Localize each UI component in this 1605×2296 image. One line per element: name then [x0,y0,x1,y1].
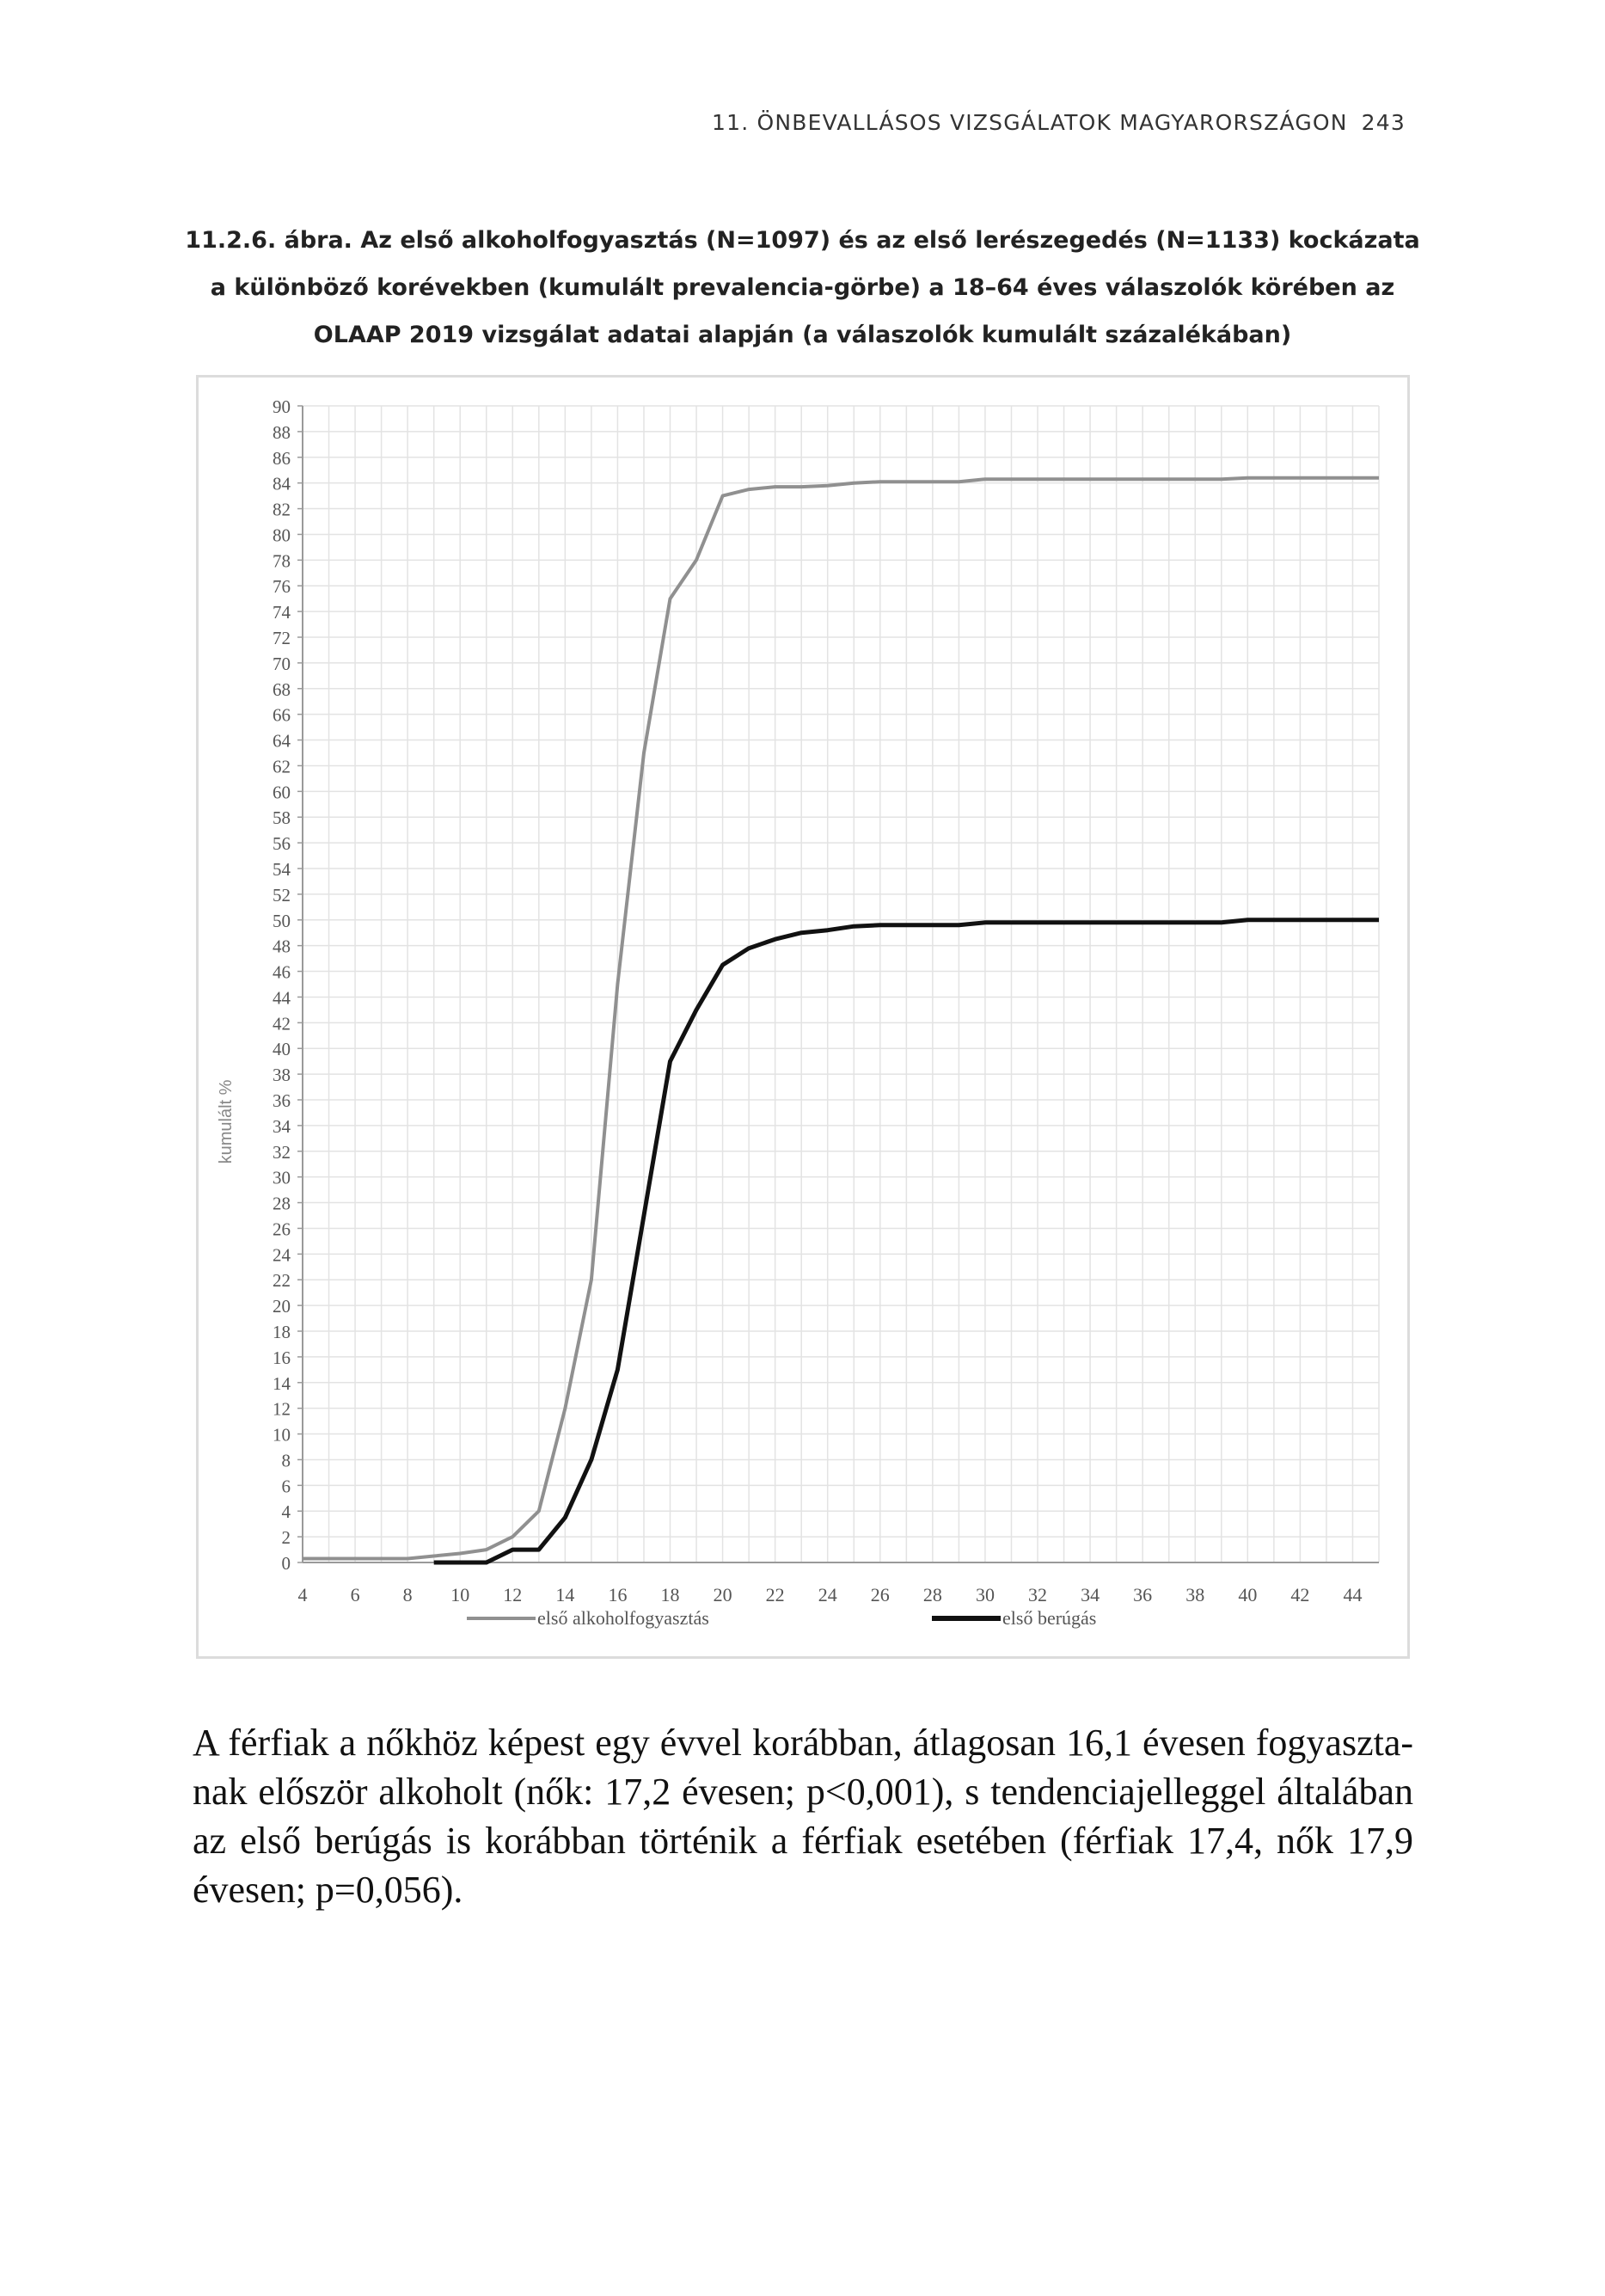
chart-legend [467,1607,1096,1629]
y-tick-label: 10 [273,1424,291,1446]
y-tick-label: 30 [273,1167,291,1188]
x-tick-label: 26 [870,1584,890,1605]
y-tick-label: 78 [273,550,291,572]
y-tick-label: 28 [273,1193,291,1214]
x-tick-label: 34 [1081,1584,1100,1605]
y-tick-label: 64 [273,730,291,752]
y-tick-label: 76 [273,576,291,598]
x-tick-label: 20 [713,1584,732,1605]
x-tick-label: 38 [1185,1584,1205,1605]
y-tick-label: 2 [281,1527,291,1549]
y-tick-label: 74 [273,602,291,623]
y-tick-label: 90 [273,396,291,417]
y-tick-label: 0 [281,1553,291,1574]
y-tick-label: 58 [273,807,291,829]
y-tick-label: 72 [273,628,291,648]
y-tick-label: 44 [273,987,291,1009]
caption-line: a különböző korévekben (kumulált prevalencia-görbe) a 18–64 éves válaszolók körében az [210,274,1395,301]
x-tick-label: 10 [450,1584,470,1605]
y-tick-label: 82 [273,499,291,520]
y-tick-label: 32 [273,1141,291,1163]
y-tick-label: 86 [273,447,291,469]
x-tick-label: 42 [1290,1584,1310,1605]
paragraph-line: évesen; p=0,056). [193,1869,463,1911]
x-tick-label: 30 [975,1584,995,1605]
figure-caption [172,217,1433,359]
paragraph-line: A férfiak a nőkhöz képest egy évvel korábban, átlagosan 16,1 évesen fogyaszta- [193,1722,1413,1764]
paragraph-line: az első berúgás is korábban történik a férfiak esetében (férfiak 17,4, nők 17,9 [193,1820,1413,1862]
y-tick-label: 88 [273,421,291,443]
y-tick-label: 4 [281,1501,291,1523]
x-tick-label: 40 [1238,1584,1258,1605]
y-tick-label: 24 [273,1244,291,1266]
page-number: 243 [1361,110,1406,135]
x-tick-label: 16 [608,1584,628,1605]
x-tick-label: 28 [922,1584,942,1605]
y-axis-label: kumulált % [217,1079,236,1164]
y-tick-label: 84 [273,473,291,494]
y-tick-label: 48 [273,936,291,957]
x-tick-label: 14 [555,1584,575,1605]
cumulative-prevalence-chart [199,378,1407,1656]
y-tick-label: 56 [273,833,291,855]
y-tick-label: 62 [273,756,291,777]
running-head [712,110,1406,135]
y-tick-label: 20 [273,1296,291,1317]
y-tick-label: 60 [273,782,291,803]
series-line-1 [303,478,1379,1559]
y-tick-label: 42 [273,1013,291,1034]
y-tick-labels [273,396,291,1574]
caption-line: 11.2.6. ábra. Az első alkoholfogyasztás (N=1097) és az első lerészegedés (N=1133) kockázata [185,227,1420,254]
caption-line: OLAAP 2019 vizsgálat adatai alapján (a válaszolók kumulált százalékában) [313,322,1292,348]
x-tick-label: 22 [765,1584,785,1605]
y-tick-label: 12 [273,1398,291,1420]
y-tick-label: 66 [273,704,291,726]
x-tick-label: 18 [660,1584,680,1605]
y-tick-label: 38 [273,1065,291,1086]
legend-label: első alkoholfogyasztás [537,1607,709,1629]
y-tick-label: 14 [273,1372,291,1394]
y-tick-label: 54 [273,859,291,880]
y-tick-label: 70 [273,653,291,674]
body-paragraph [193,1718,1413,1914]
y-tick-label: 46 [273,961,291,983]
running-title: 11. ÖNBEVALLÁSOS VIZSGÁLATOK MAGYARORSZÁGON [712,110,1348,135]
x-tick-label: 24 [818,1584,837,1605]
x-tick-label: 32 [1028,1584,1048,1605]
y-tick-label: 18 [273,1322,291,1342]
y-tick-label: 8 [281,1450,291,1471]
series-lines [303,478,1379,1562]
chart-frame [196,375,1410,1659]
x-tick-label: 4 [297,1584,308,1605]
y-tick-label: 50 [273,910,291,931]
paragraph-line: nak először alkoholt (nők: 17,2 évesen; p<0,001), s tendenciajelleggel általában [193,1771,1413,1813]
y-tick-label: 36 [273,1090,291,1111]
x-tick-labels [298,1584,1363,1605]
x-tick-label: 8 [402,1584,413,1605]
x-tick-label: 12 [503,1584,523,1605]
y-tick-label: 22 [273,1270,291,1292]
y-tick-label: 26 [273,1219,291,1240]
y-tick-label: 80 [273,525,291,546]
x-tick-label: 44 [1343,1584,1363,1605]
legend-label: első berúgás [1002,1607,1097,1629]
y-tick-label: 16 [273,1347,291,1368]
y-tick-label: 68 [273,678,291,700]
x-tick-label: 36 [1133,1584,1153,1605]
y-tick-label: 52 [273,884,291,906]
y-tick-label: 34 [273,1115,291,1137]
chart-grid [303,406,1379,1562]
y-tick-label: 40 [273,1039,291,1060]
x-tick-label: 6 [350,1584,360,1605]
y-tick-label: 6 [281,1476,291,1497]
